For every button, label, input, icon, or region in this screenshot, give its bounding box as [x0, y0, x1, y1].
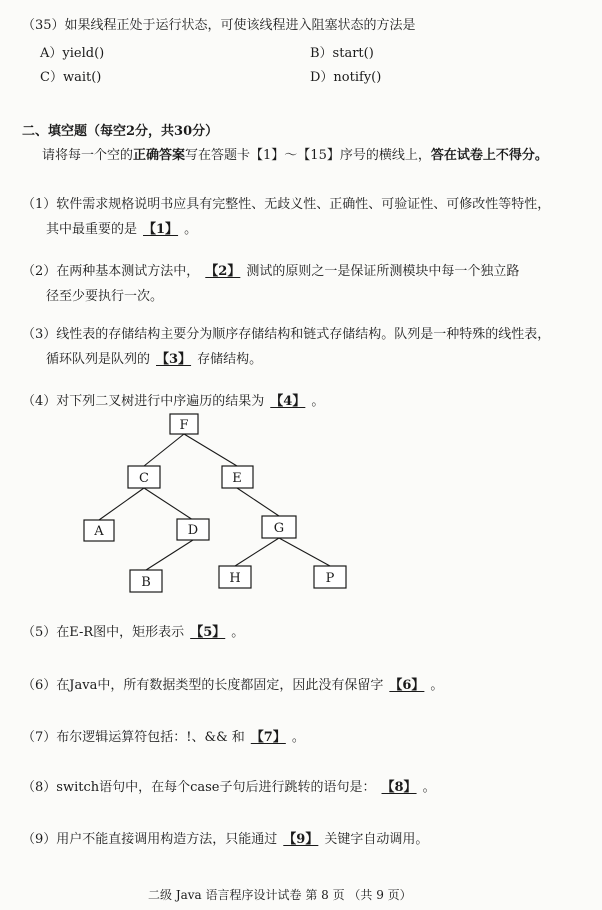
q4-pre: （4）对下列二叉树进行中序遍历的结果为	[22, 394, 265, 409]
svg-text:P: P	[325, 571, 335, 586]
tree-edge-c-a	[99, 488, 144, 520]
q3-pre: 循环队列是队列的	[46, 352, 151, 367]
q35-option-b: B）start()	[310, 46, 374, 61]
q1-blank: 【1】	[143, 222, 179, 237]
q7-blank: 【7】	[250, 730, 286, 745]
q35-option-c: C）wait()	[40, 70, 102, 85]
q5-blank: 【5】	[190, 625, 226, 640]
tree-edge-e-g	[237, 488, 279, 516]
tree-node-d	[177, 519, 209, 540]
q8-line	[22, 776, 436, 795]
q35-option-a: A）yield()	[40, 46, 105, 61]
svg-text:B: B	[141, 575, 151, 590]
q2-blank: 【2】	[205, 264, 241, 279]
q1-post: 。	[184, 222, 198, 237]
q3-blank: 【3】	[156, 352, 192, 367]
q9-line	[22, 828, 428, 847]
q6-blank: 【6】	[389, 678, 425, 693]
q1-line1: （1）软件需求规格说明书应具有完整性、无歧义性、正确性、可验证性、可修改性等特性，	[22, 197, 551, 212]
q6-line	[22, 674, 443, 693]
q2-post: 测试的原则之一是保证所测模块中每一个独立路	[246, 264, 520, 279]
q2-line2: 径至少要执行一次。	[46, 289, 164, 304]
instruction-pre: 请将每一个空的	[42, 148, 134, 163]
tree-edge-g-h	[235, 538, 279, 566]
tree-edge-c-d	[144, 488, 193, 520]
q2-pre: （2）在两种基本测试方法中，	[22, 264, 200, 279]
instruction-bold-2: 答在试卷上不得分。	[430, 148, 548, 163]
q3-post: 存储结构。	[197, 352, 263, 367]
q8-post: 。	[422, 780, 436, 795]
instruction-mid: 写在答题卡【1】～【15】序号的横线上，	[185, 148, 431, 163]
q4-blank: 【4】	[270, 394, 306, 409]
section-title: 二、填空题（每空2分，共30分）	[22, 124, 219, 139]
q5-line	[22, 621, 244, 640]
tree-node-f	[170, 414, 198, 434]
svg-text:A: A	[94, 524, 104, 539]
q5-post: 。	[231, 625, 245, 640]
svg-text:E: E	[232, 471, 242, 486]
q9-blank: 【9】	[283, 832, 319, 847]
tree-node-p	[314, 566, 346, 588]
tree-node-b	[130, 570, 162, 592]
instruction-bold-1: 正确答案	[133, 148, 186, 163]
svg-text:H: H	[229, 571, 241, 586]
q5-pre: （5）在E-R图中，矩形表示	[22, 625, 185, 640]
tree-node-e	[222, 466, 253, 488]
tree-node-a	[84, 520, 114, 541]
tree-node-h	[219, 566, 251, 588]
tree-edge-f-e	[184, 434, 237, 466]
q7-line	[22, 726, 305, 745]
q4-post: 。	[311, 394, 325, 409]
tree-node-g	[262, 516, 296, 538]
q9-post: 关键字自动调用。	[324, 832, 429, 847]
svg-text:F: F	[179, 418, 189, 433]
q9-pre: （9）用户不能直接调用构造方法，只能通过	[22, 832, 278, 847]
page-footer: 二级 Java 语言程序设计试卷 第 8 页 （共 9 页）	[148, 888, 412, 902]
svg-text:C: C	[139, 471, 149, 486]
q8-pre: （8）switch语句中，在每个case子句后进行跳转的语句是：	[22, 780, 376, 795]
svg-text:D: D	[187, 523, 199, 538]
q6-pre: （6）在Java中，所有数据类型的长度都固定，因此没有保留字	[22, 678, 384, 693]
q35-option-d: D）notify()	[310, 70, 382, 85]
tree-edge-d-b	[146, 540, 193, 570]
q7-pre: （7）布尔逻辑运算符包括：!、&& 和	[22, 730, 245, 745]
q1-pre: 其中最重要的是	[46, 222, 138, 237]
q7-post: 。	[291, 730, 305, 745]
q8-blank: 【8】	[381, 780, 417, 795]
q35-stem: （35）如果线程正处于运行状态，可使该线程进入阻塞状态的方法是	[22, 18, 416, 33]
q6-post: 。	[430, 678, 444, 693]
tree-edge-f-c	[144, 434, 184, 466]
tree-edge-g-p	[279, 538, 330, 566]
svg-text:G: G	[273, 521, 285, 536]
q3-line1: （3）线性表的存储结构主要分为顺序存储结构和链式存储结构。队列是一种特殊的线性表，	[22, 327, 551, 342]
tree-node-c	[128, 466, 160, 488]
